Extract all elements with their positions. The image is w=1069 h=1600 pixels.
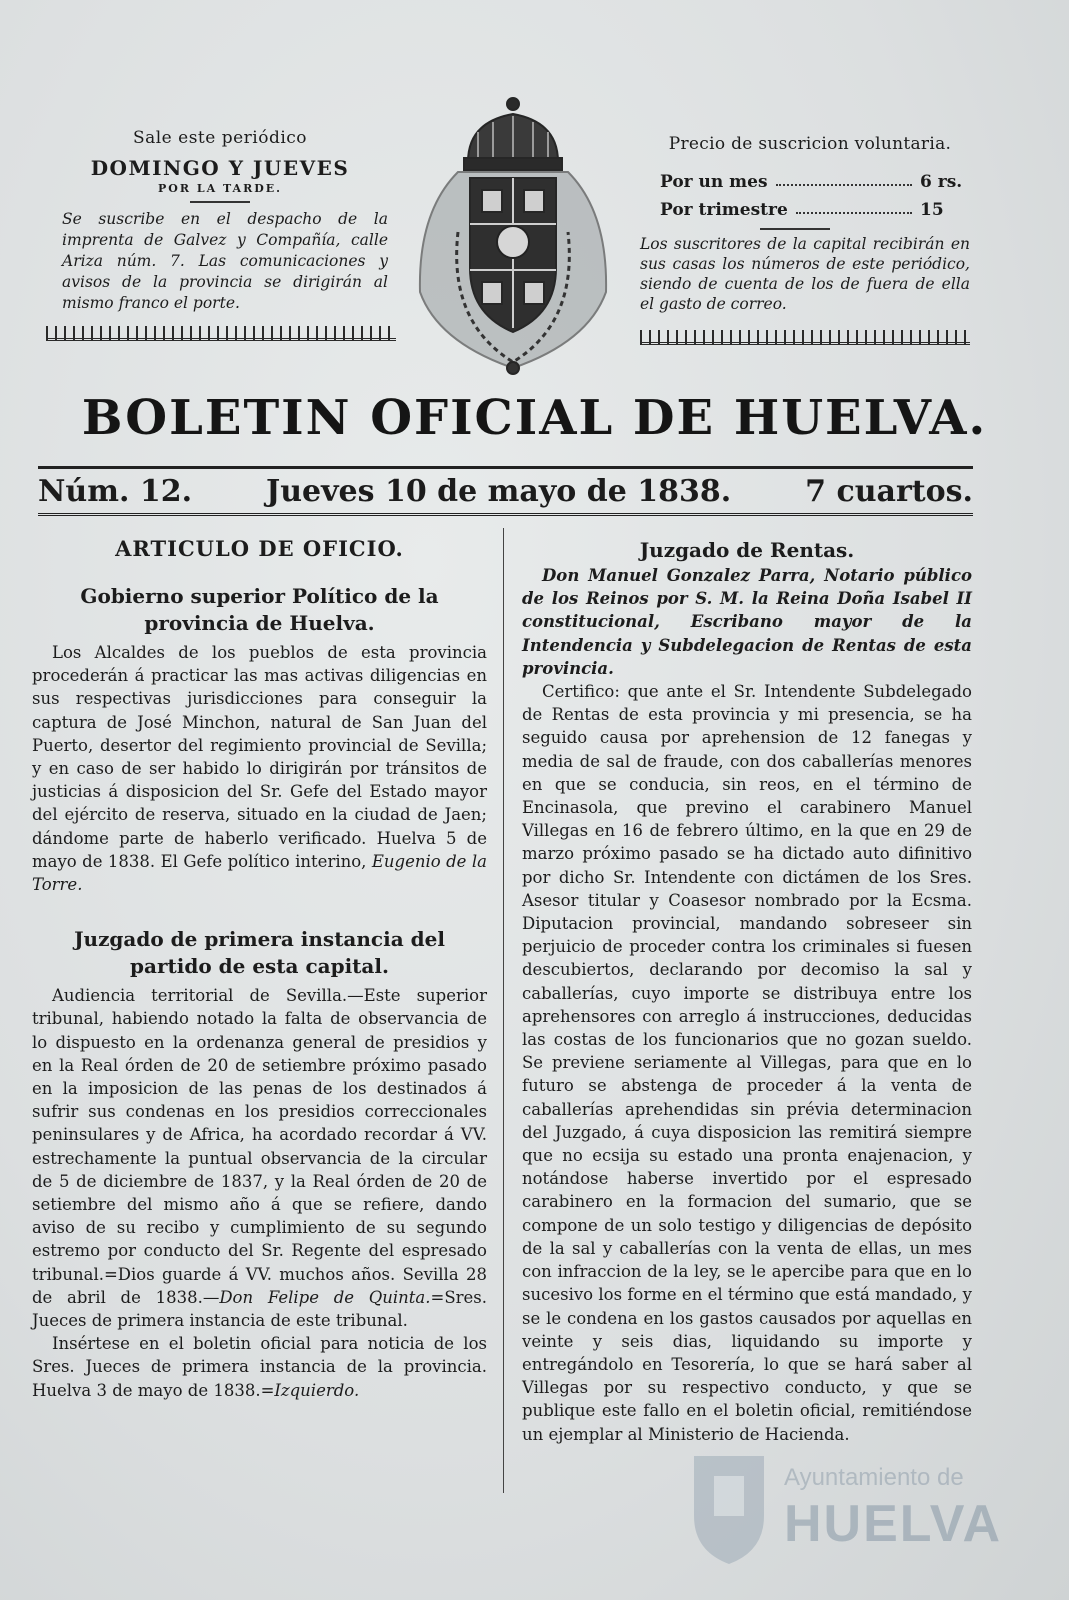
- article-text: Audiencia territorial de Sevilla.—Este superior tribunal, habiendo notado la falta de observancia de lo dispuesto en la ordenanza general de presidios y en la Real órden de 20 de setiembre próximo pasado en la imposicion de las penas de los destinados á sufrir sus condenas en los presidios correccionales peninsulares y de Africa, ha acordado recordar á VV. estrechamente la puntual observancia de la circular de 5 de diciembre de 1837, y la Real órden de 20 de setiembre del mismo año á que se refiere, dando aviso de su recibo y cumplimiento de su segundo estremo por conducto del Sr. Regente del espresado tribunal.=Dios guarde á VV. muchos años. Sevilla 28 de abril de 1838.—: [32, 986, 487, 1307]
- price-row-quarter: [660, 200, 980, 220]
- section-heading: ARTICULO DE OFICIO.: [115, 536, 404, 561]
- publication-time: POR LA TARDE.: [158, 182, 282, 195]
- issue-number: Núm. 12.: [38, 473, 193, 509]
- right-column: [522, 528, 972, 1446]
- article-heading: Juzgado de Rentas.: [639, 538, 855, 562]
- publication-days: DOMINGO Y JUEVES: [90, 156, 350, 180]
- issue-date: Jueves 10 de mayo de 1838.: [266, 473, 732, 509]
- article-text: Los Alcaldes de los pueblos de esta provincia procederán á practicar las mas activas diligencias en sus respectivas jurisdicciones para conseguir la captura de José Minchon, natural de San Juan del Puerto, desertor del regimiento provincial de Sevilla; y en caso de ser habido lo dirigirán por tránsitos de justicias á disposicion del Sr. Gefe del Estado mayor del ejército de reserva, situado en la ciudad de Jaen; dándome parte de haberlo verificado. Huelva 5 de mayo de 1838. El Gefe político interino,: [32, 643, 487, 871]
- header-left-block: [40, 128, 400, 341]
- issue-price: 7 cuartos.: [805, 473, 973, 509]
- article-body: [32, 641, 487, 896]
- article-signature: Eugenio de la Torre.: [32, 851, 487, 895]
- subscriber-note: Los suscritores de la capital recibirán en sus casas los números de este periódico, siendo de cuenta de los de fuera de ella el gasto de correo.: [640, 235, 970, 313]
- archive-watermark: [684, 1446, 1003, 1566]
- price-value: 15: [920, 200, 944, 220]
- royal-coat-of-arms-icon: [398, 92, 628, 378]
- price-row-month: [660, 172, 980, 192]
- article-signature: Izquierdo.: [274, 1380, 360, 1400]
- leader-dots: [776, 172, 912, 186]
- watermark-line1: Ayuntamiento de: [784, 1464, 964, 1491]
- notary-intro: Don Manuel Gonzalez Parra, Notario público de los Reinos por S. M. la Reina Doña Isabel II constitucional, Escribano mayor de la Intendencia y Subdelegacion de Rentas de esta provincia.: [522, 566, 972, 678]
- price-label: Por un mes: [660, 172, 768, 192]
- ornamental-border: [46, 326, 396, 341]
- price-label: Por trimestre: [660, 200, 788, 220]
- article-text: Insértese en el boletin oficial para noticia de los Sres. Jueces de primera instancia de la provincia. Huelva 3 de mayo de 1838.=: [32, 1334, 487, 1400]
- header-right-block: [640, 134, 980, 345]
- price-value: 6 rs.: [920, 172, 963, 192]
- article-body: [32, 1332, 487, 1402]
- city-shield-icon: [684, 1446, 774, 1566]
- price-title: Precio de suscricion voluntaria.: [668, 134, 952, 154]
- article-heading: Gobierno superior Político de la provincia de Huelva.: [80, 584, 439, 635]
- ornamental-border: [640, 330, 970, 345]
- left-column: [32, 528, 487, 1402]
- publication-days-intro: Sale este periódico: [132, 128, 308, 148]
- article-heading: Juzgado de primera instancia del partido de esta capital.: [74, 927, 445, 979]
- leader-dots: [796, 200, 912, 214]
- masthead-title: BOLETIN OFICIAL DE HUELVA.: [81, 390, 988, 446]
- article-body: Certifico: que ante el Sr. Intendente Subdelegado de Rentas de esta provincia y mi presencia, se ha seguido causa por aprehension de 12 fanegas y media de sal de fraude, con dos caballerías menores en que se conducia, sin reos, en el término de Encinasola, que previno el carabinero Manuel Villegas en 16 de febrero último, en la que en 29 de marzo próximo pasado se ha dictado auto difinitivo por dicho Sr. Intendente con dictámen de los Sres. Asesor titular y Coasesor nombrado por la Ecsma. Diputacion provincial, mandando sobreseer sin perjuicio de proceder contra los criminales si fuesen descubiertos, declarando por decomiso la sal y caballerías, cuyo importe se distribuya entre los aprehensores con arreglo á instrucciones, deducidas las costas de los funcionarios que no gozan sueldo. Se previene seriamente al Villegas, para que en lo futuro se abstenga de proceder á la venta de caballerías aprehendidas sin prévia determinacion del Juzgado, á cuya disposicion las remitirá siempre que no ecsija su estado una pronta enajenacion, y notándose haberse invertido por el espresado carabinero en la formacion del sumario, que se compone de un solo testigo y diligencias de depósito de la sal y caballerías con la venta de ellas, un mes con infraccion de la ley, se le apercibe para que en lo sucesivo los forme en el término que está mandado, y se le condena en los gastos causados por aquellas en veinte y seis dias, liquidando su importe y entregándolo en Tesorería, lo que se hará saber al Villegas por su respectivo conducto, y que se publique este fallo en el boletin oficial, remitiéndose un ejemplar al Ministerio de Hacienda.: [522, 682, 972, 1444]
- article-signature: Don Felipe de Quinta.: [219, 1287, 431, 1307]
- article-body: [32, 984, 487, 1332]
- subscription-info: Se suscribe en el despacho de la imprenta de Galvez y Compañía, calle Ariza núm. 7. Las comunicaciones y avisos de la provincia se dirigirán al mismo franco el porte.: [62, 210, 388, 312]
- column-divider: [503, 528, 504, 1493]
- article-text: =Sres. Jueces de primera instancia de este tribunal.: [32, 1287, 487, 1331]
- watermark-line2: HUELVA: [784, 1495, 1003, 1553]
- divider: [760, 228, 830, 230]
- dateline-bar: [38, 466, 973, 516]
- divider: [190, 201, 250, 203]
